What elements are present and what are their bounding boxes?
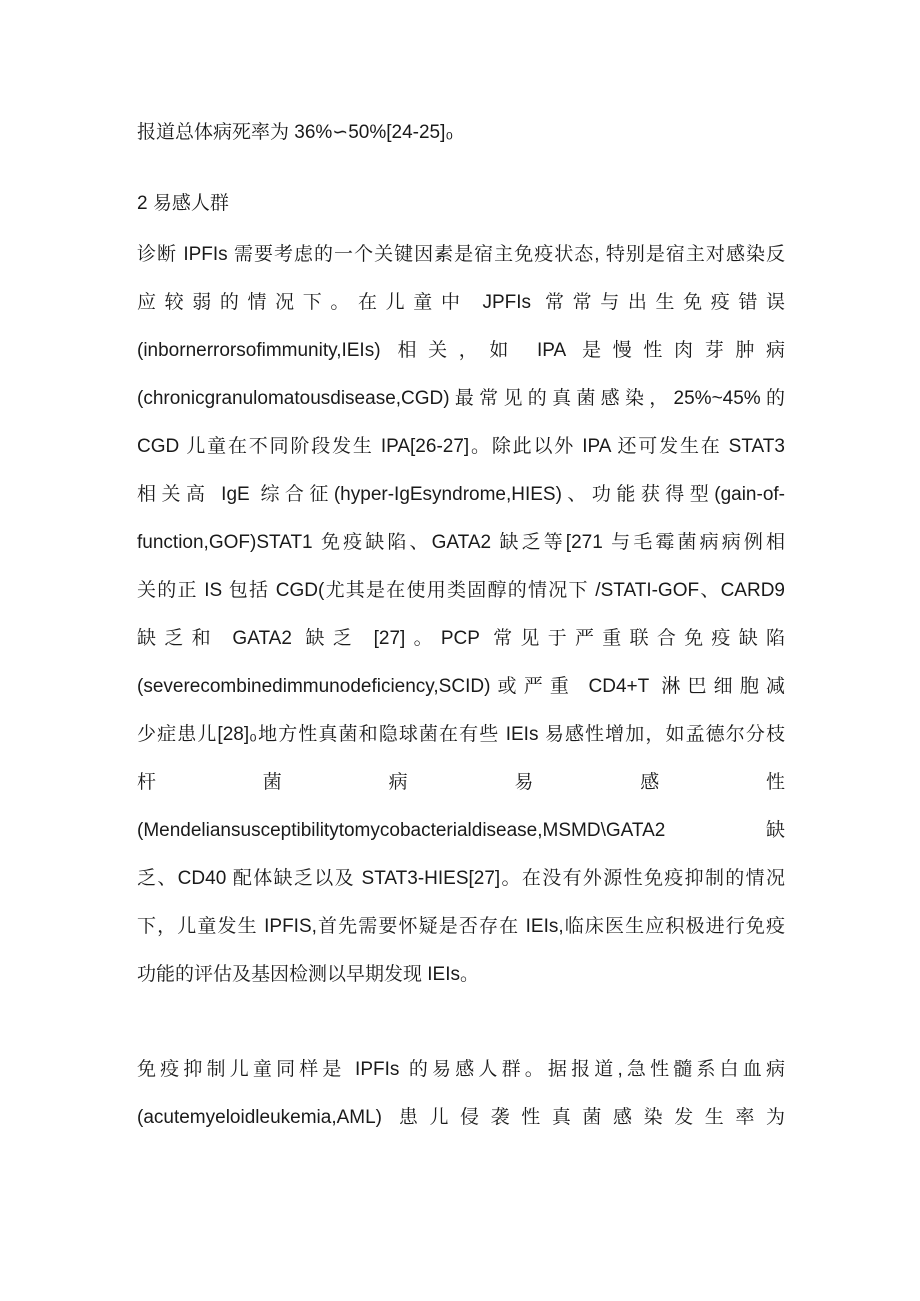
- text-line: (acutemyeloidleukemia,AML) 患儿侵袭性真菌感染发生率为: [137, 1107, 785, 1128]
- text-line: 相关高 IgE 综合征(hyper-IgEsyndrome,HIES)、功能获得型(gain-of-: [137, 484, 785, 505]
- text-line: 杆 菌 病 易 感 性: [137, 772, 785, 793]
- text-line: 关的正 IS 包括 CGD(尤其是在使用类固醇的情况下 /STATI-GOF、CARD9: [137, 580, 785, 601]
- text-line: 报道总体病死率为 36%∽50%[24-25]₀: [137, 122, 454, 143]
- text-line: 乏、CD40 配体缺乏以及 STAT3-HIES[27]。在没有外源性免疫抑制的情况: [137, 868, 785, 889]
- text-line: CGD 儿童在不同阶段发生 IPA[26-27]。除此以外 IPA 还可发生在 STAT3: [137, 436, 785, 457]
- text-line: 应较弱的情况下。在儿童中 JPFIs 常常与出生免疫错误: [137, 292, 785, 313]
- section-heading-text: 2 易感人群: [137, 193, 229, 214]
- text-line: 缺乏和 GATA2 缺乏 [27]。PCP 常见于严重联合免疫缺陷: [137, 628, 785, 649]
- text-line: function,GOF)STAT1 免疫缺陷、GATA2 缺乏等[271 与毛霉菌病病例相: [137, 532, 785, 553]
- paragraph-susceptible-population: [137, 231, 785, 999]
- text-line: 少症患儿[28]₀地方性真菌和隐球菌在有些 IEIs 易感性增加，如孟德尔分枝: [137, 724, 785, 745]
- paragraph-immunosuppressed-children: [137, 1046, 785, 1142]
- text-line: (Mendeliansusceptibilitytomycobacterialdisease,MSMD\GATA2 缺: [137, 820, 785, 841]
- text-line: 下，儿童发生 IPFIS,首先需要怀疑是否存在 IEIs,临床医生应积极进行免疫: [137, 916, 785, 937]
- text-line: (inbornerrorsofimmunity,IEIs) 相关，如 IPA 是慢性肉芽肿病: [137, 340, 785, 361]
- text-line: 诊断 IPFIs 需要考虑的一个关键因素是宿主免疫状态, 特别是宿主对感染反: [137, 244, 785, 265]
- text-line: (chronicgranulomatousdisease,CGD)最常见的真菌感染，25%~45%的: [137, 388, 785, 409]
- section-heading: [137, 180, 785, 228]
- text-line: 免疫抑制儿童同样是 IPFIs 的易感人群。据报道,急性髓系白血病: [137, 1059, 785, 1080]
- intro-text: [137, 109, 785, 157]
- text-line: 功能的评估及基因检测以早期发现 IEIs。: [137, 964, 480, 985]
- text-line: (severecombinedimmunodeficiency,SCID)或严重 CD4+T 淋巴细胞减: [137, 676, 785, 697]
